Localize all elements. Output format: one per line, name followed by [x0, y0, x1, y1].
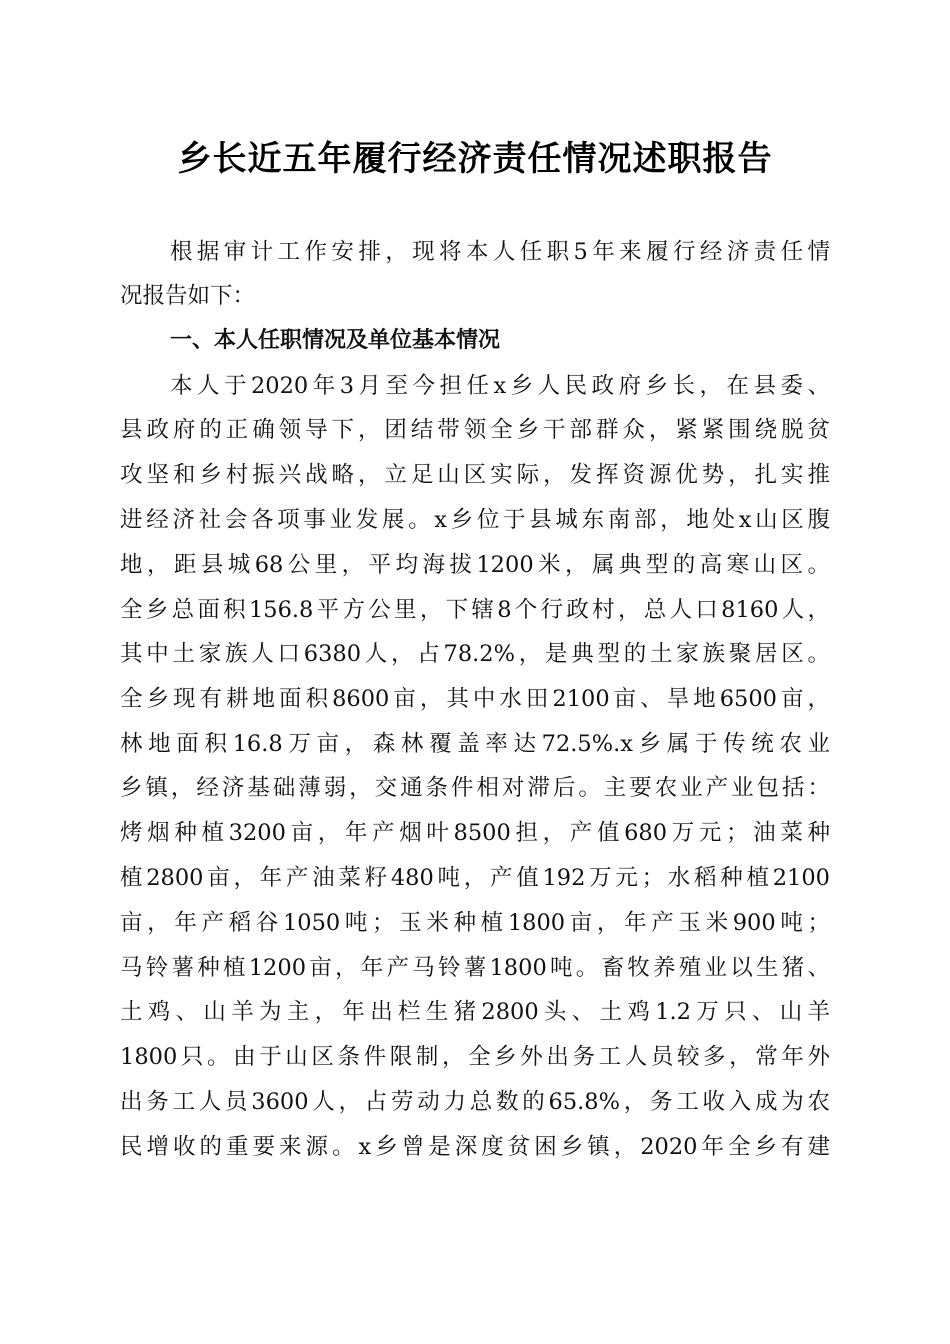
section-heading: 一、本人任职情况及单位基本情况 — [170, 328, 501, 353]
paragraph-line: 出务工人员3600人，占劳动力总数的65.8%，务工收入成为农 — [120, 1089, 830, 1115]
paragraph-line: 全乡现有耕地面积8600亩，其中水田2100亩、旱地6500亩， — [120, 686, 830, 712]
paragraph-line: 本人于2020年3月至今担任x乡人民政府乡长，在县委、 — [170, 373, 830, 399]
paragraph-line: 根据审计工作安排，现将本人任职5年来履行经济责任情 — [170, 239, 830, 265]
paragraph-line: 其中土家族人口6380人，占78.2%，是典型的土家族聚居区。 — [120, 641, 830, 667]
paragraph-line: 民增收的重要来源。x乡曾是深度贫困乡镇，2020年全乡有建 — [120, 1134, 830, 1160]
paragraph-line: 进经济社会各项事业发展。x乡位于县城东南部，地处x山区腹 — [120, 507, 830, 533]
paragraph-line: 亩，年产稻谷1050吨；玉米种植1800亩，年产玉米900吨； — [120, 910, 830, 936]
paragraph-line: 烤烟种植3200亩，年产烟叶8500担，产值680万元；油菜种 — [120, 820, 830, 846]
paragraph-line: 植2800亩，年产油菜籽480吨，产值192万元；水稻种植2100 — [120, 865, 830, 891]
paragraph-line: 县政府的正确领导下，团结带领全乡干部群众，紧紧围绕脱贫 — [120, 417, 830, 443]
paragraph-line: 全乡总面积156.8平方公里，下辖8个行政村，总人口8160人， — [120, 597, 830, 623]
paragraph-line: 乡镇，经济基础薄弱，交通条件相对滞后。主要农业产业包括： — [120, 775, 830, 801]
paragraph-line: 1800只。由于山区条件限制，全乡外出务工人员较多，常年外 — [120, 1044, 830, 1070]
document-title: 乡长近五年履行经济责任情况述职报告 — [177, 139, 773, 179]
paragraph-line: 地，距县城68公里，平均海拔1200米，属典型的高寒山区。 — [120, 552, 830, 578]
paragraph-line: 林地面积16.8万亩，森林覆盖率达72.5%.x乡属于传统农业 — [120, 731, 830, 757]
paragraph-line: 攻坚和乡村振兴战略，立足山区实际，发挥资源优势，扎实推 — [120, 462, 830, 488]
paragraph-line: 土鸡、山羊为主，年出栏生猪2800头、土鸡1.2万只、山羊 — [120, 999, 830, 1025]
paragraph-line: 况报告如下： — [120, 283, 256, 309]
paragraph-line: 马铃薯种植1200亩，年产马铃薯1800吨。畜牧养殖业以生猪、 — [120, 955, 830, 981]
